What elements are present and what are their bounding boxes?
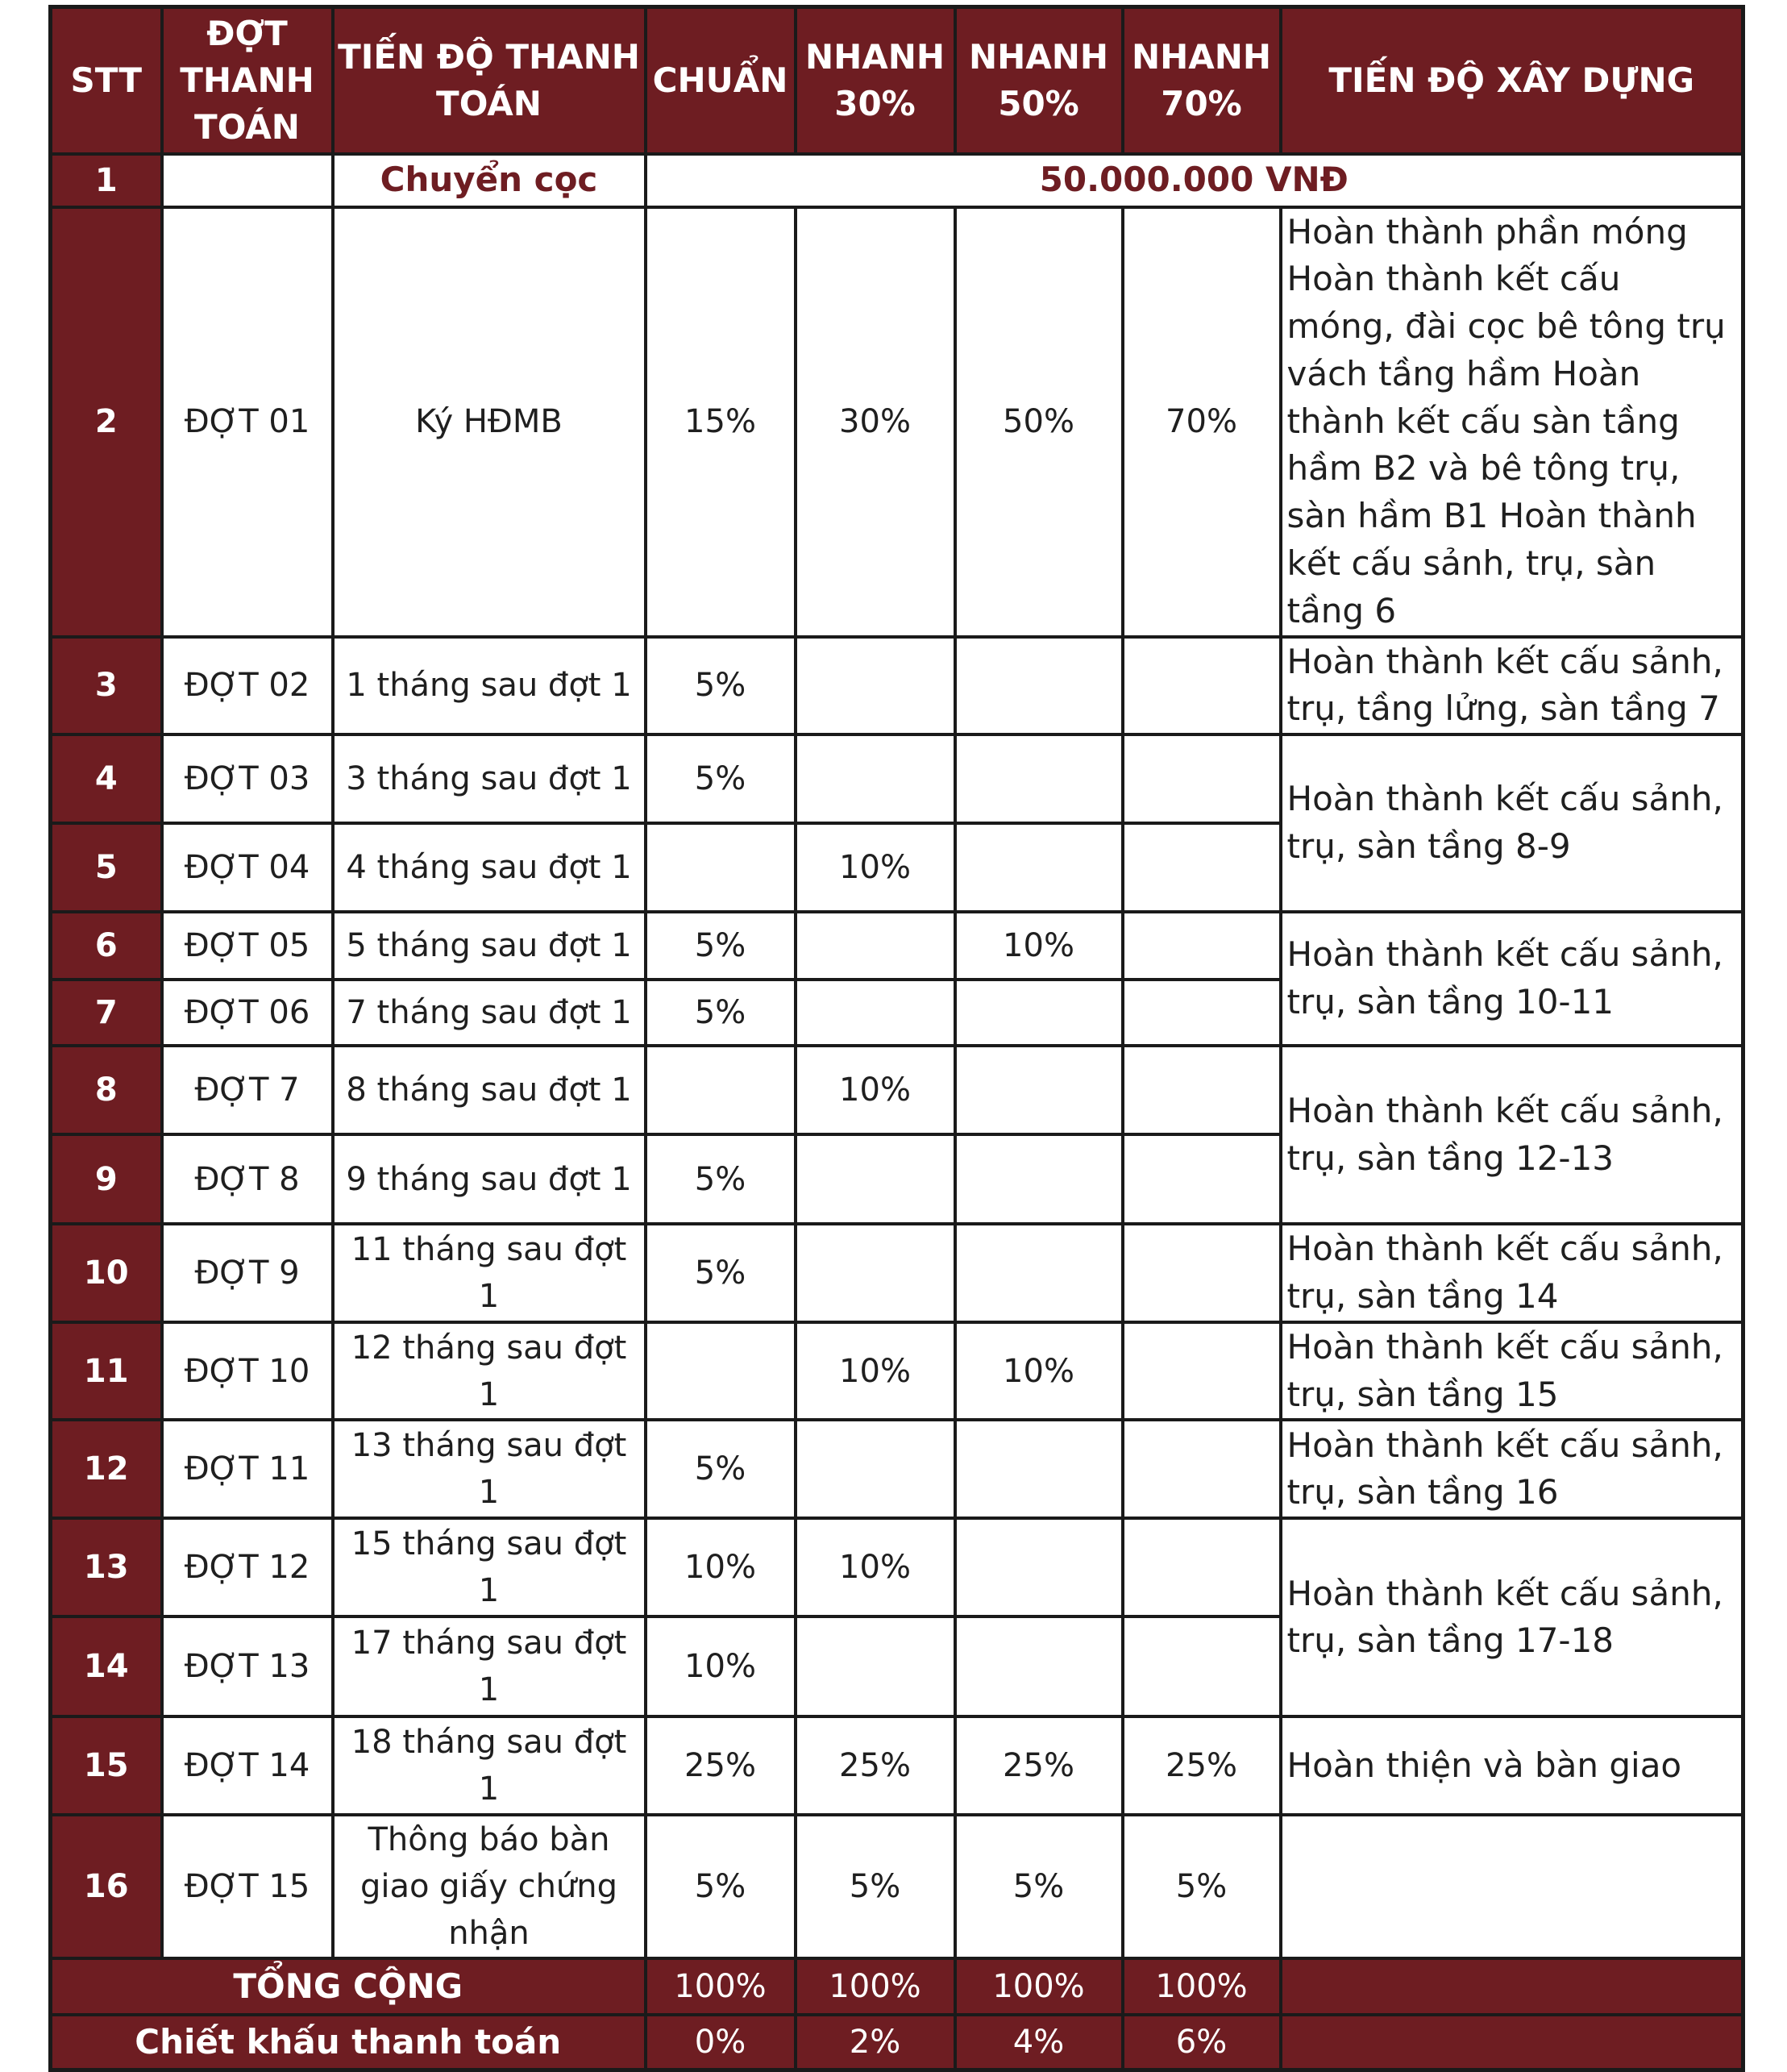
header-stt: STT: [51, 7, 162, 154]
construction-progress-cell: Hoàn thành phần móng Hoàn thành kết cấu móng, đài cọc bê tông trụ vách tầng hầm Hoàn thành kết cấu sàn tầng hầm B2 và bê tông trụ, sàn hầm B1 Hoàn thành kết cấu sảnh, trụ, sàn tầng 6: [1281, 207, 1743, 637]
stt-cell: 4: [51, 734, 162, 823]
fast-70-cell: [1123, 1322, 1281, 1421]
payment-round-cell: ĐỢT 03: [162, 734, 333, 823]
deposit-amount: 50.000.000 VNĐ: [646, 154, 1743, 207]
table-row: [51, 1420, 1743, 1518]
fast-30-cell: 25%: [796, 1716, 955, 1815]
payment-round-cell: ĐỢT 10: [162, 1322, 333, 1421]
stt-cell: 15: [51, 1716, 162, 1815]
fast-30-cell: 10%: [796, 1046, 955, 1134]
standard-cell: 5%: [646, 980, 796, 1046]
table-row: [51, 207, 1743, 637]
stt-cell: 9: [51, 1134, 162, 1224]
deposit-label: Chuyển cọc: [333, 154, 646, 207]
stt-cell: 2: [51, 207, 162, 637]
payment-schedule-cell: 18 tháng sau đợt 1: [333, 1716, 646, 1815]
fast-30-cell: 10%: [796, 823, 955, 912]
payment-round-cell: ĐỢT 9: [162, 1224, 333, 1322]
fast-50-cell: [955, 823, 1123, 912]
stt-cell: 12: [51, 1420, 162, 1518]
fast-30-cell: [796, 1224, 955, 1322]
payment-schedule-cell: 9 tháng sau đợt 1: [333, 1134, 646, 1224]
fast-70-cell: [1123, 637, 1281, 735]
construction-progress-cell: Hoàn thành kết cấu sảnh, trụ, tầng lửng, sàn tầng 7: [1281, 637, 1743, 735]
fast-70-cell: [1123, 1518, 1281, 1616]
fast-70-cell: 70%: [1123, 207, 1281, 637]
discount-fast-50: 4%: [955, 2015, 1123, 2070]
header-fast-30: NHANH 30%: [796, 7, 955, 154]
payment-round-cell: ĐỢT 06: [162, 980, 333, 1046]
discount-row: [51, 2015, 1743, 2070]
payment-round-cell: ĐỢT 7: [162, 1046, 333, 1134]
stt-cell: 1: [51, 154, 162, 207]
totals-label: TỔNG CỘNG: [51, 1958, 646, 2015]
payment-schedule-cell: Thông báo bàn giao giấy chứng nhận: [333, 1815, 646, 1958]
fast-30-cell: [796, 1420, 955, 1518]
fast-50-cell: [955, 1518, 1123, 1616]
header-fast-50: NHANH 50%: [955, 7, 1123, 154]
header-row: [51, 7, 1743, 154]
payment-round-cell: ĐỢT 12: [162, 1518, 333, 1616]
fast-30-cell: [796, 734, 955, 823]
stt-cell: 8: [51, 1046, 162, 1134]
fast-70-cell: [1123, 1616, 1281, 1716]
standard-cell: 10%: [646, 1616, 796, 1716]
deposit-row: [51, 154, 1743, 207]
standard-cell: 5%: [646, 1420, 796, 1518]
standard-cell: 5%: [646, 1224, 796, 1322]
fast-70-cell: [1123, 823, 1281, 912]
fast-50-cell: [955, 1224, 1123, 1322]
payment-schedule-cell: 1 tháng sau đợt 1: [333, 637, 646, 735]
table-row: [51, 1815, 1743, 1958]
fast-30-cell: 30%: [796, 207, 955, 637]
payment-round-cell: ĐỢT 13: [162, 1616, 333, 1716]
fast-70-cell: 5%: [1123, 1815, 1281, 1958]
payment-schedule-cell: 11 tháng sau đợt 1: [333, 1224, 646, 1322]
discount-empty-cell: [1281, 2015, 1743, 2070]
payment-schedule-cell: 5 tháng sau đợt 1: [333, 912, 646, 980]
table-row: [51, 1518, 1743, 1616]
fast-30-cell: [796, 637, 955, 735]
fast-50-cell: 25%: [955, 1716, 1123, 1815]
stt-cell: 11: [51, 1322, 162, 1421]
fast-50-cell: [955, 1046, 1123, 1134]
fast-50-cell: 50%: [955, 207, 1123, 637]
standard-cell: [646, 1046, 796, 1134]
construction-progress-cell: Hoàn thiện và bàn giao: [1281, 1716, 1743, 1815]
construction-progress-cell: Hoàn thành kết cấu sảnh, trụ, sàn tầng 16: [1281, 1420, 1743, 1518]
construction-progress-cell: Hoàn thành kết cấu sảnh, trụ, sàn tầng 15: [1281, 1322, 1743, 1421]
fast-70-cell: [1123, 980, 1281, 1046]
payment-schedule-cell: 3 tháng sau đợt 1: [333, 734, 646, 823]
discount-label: Chiết khấu thanh toán: [51, 2015, 646, 2070]
fast-50-cell: [955, 1616, 1123, 1716]
fast-30-cell: [796, 980, 955, 1046]
payment-schedule-cell: Ký HĐMB: [333, 207, 646, 637]
payment-round-cell: ĐỢT 02: [162, 637, 333, 735]
standard-cell: 15%: [646, 207, 796, 637]
discount-fast-30: 2%: [796, 2015, 955, 2070]
fast-30-cell: [796, 1134, 955, 1224]
table-row: [51, 1224, 1743, 1322]
construction-progress-cell: Hoàn thành kết cấu sảnh, trụ, sàn tầng 14: [1281, 1224, 1743, 1322]
totals-empty-cell: [1281, 1958, 1743, 2015]
payment-round-cell: ĐỢT 01: [162, 207, 333, 637]
payment-schedule-cell: 17 tháng sau đợt 1: [333, 1616, 646, 1716]
standard-cell: 5%: [646, 912, 796, 980]
standard-cell: [646, 1322, 796, 1421]
fast-50-cell: [955, 734, 1123, 823]
fast-70-cell: [1123, 734, 1281, 823]
fast-70-cell: [1123, 1046, 1281, 1134]
table-row: [51, 1716, 1743, 1815]
stt-cell: 7: [51, 980, 162, 1046]
stt-cell: 3: [51, 637, 162, 735]
table-row: [51, 637, 1743, 735]
fast-50-cell: [955, 1420, 1123, 1518]
payment-round-cell: ĐỢT 14: [162, 1716, 333, 1815]
stt-cell: 16: [51, 1815, 162, 1958]
payment-schedule-cell: 13 tháng sau đợt 1: [333, 1420, 646, 1518]
header-construction-progress: TIẾN ĐỘ XÂY DỰNG: [1281, 7, 1743, 154]
table-row: [51, 1046, 1743, 1134]
standard-cell: 5%: [646, 637, 796, 735]
table-row: [51, 734, 1743, 823]
stt-cell: 14: [51, 1616, 162, 1716]
payment-schedule-table: [48, 5, 1745, 2072]
fast-50-cell: [955, 980, 1123, 1046]
construction-progress-cell: [1281, 1815, 1743, 1958]
construction-progress-cell: Hoàn thành kết cấu sảnh, trụ, sàn tầng 8-9: [1281, 734, 1743, 912]
fast-70-cell: [1123, 1224, 1281, 1322]
fast-50-cell: [955, 1134, 1123, 1224]
fast-70-cell: 25%: [1123, 1716, 1281, 1815]
payment-round-cell: ĐỢT 11: [162, 1420, 333, 1518]
stt-cell: 5: [51, 823, 162, 912]
payment-schedule-cell: 8 tháng sau đợt 1: [333, 1046, 646, 1134]
discount-fast-70: 6%: [1123, 2015, 1281, 2070]
fast-50-cell: 5%: [955, 1815, 1123, 1958]
fast-50-cell: [955, 637, 1123, 735]
standard-cell: 10%: [646, 1518, 796, 1616]
payment-round-cell: ĐỢT 15: [162, 1815, 333, 1958]
payment-schedule-cell: 7 tháng sau đợt 1: [333, 980, 646, 1046]
standard-cell: 5%: [646, 1134, 796, 1224]
payment-round-cell: ĐỢT 8: [162, 1134, 333, 1224]
payment-schedule-cell: 15 tháng sau đợt 1: [333, 1518, 646, 1616]
discount-standard: 0%: [646, 2015, 796, 2070]
totals-row: [51, 1958, 1743, 2015]
fast-30-cell: [796, 912, 955, 980]
fast-30-cell: 5%: [796, 1815, 955, 1958]
construction-progress-cell: Hoàn thành kết cấu sảnh, trụ, sàn tầng 12-13: [1281, 1046, 1743, 1224]
fast-70-cell: [1123, 1420, 1281, 1518]
header-fast-70: NHANH 70%: [1123, 7, 1281, 154]
payment-round-cell: [162, 154, 333, 207]
fast-30-cell: 10%: [796, 1518, 955, 1616]
fast-30-cell: 10%: [796, 1322, 955, 1421]
header-payment-schedule: TIẾN ĐỘ THANH TOÁN: [333, 7, 646, 154]
totals-fast-30: 100%: [796, 1958, 955, 2015]
fast-50-cell: 10%: [955, 1322, 1123, 1421]
payment-round-cell: ĐỢT 05: [162, 912, 333, 980]
stt-cell: 10: [51, 1224, 162, 1322]
payment-schedule-cell: 4 tháng sau đợt 1: [333, 823, 646, 912]
payment-schedule-cell: 12 tháng sau đợt 1: [333, 1322, 646, 1421]
header-standard: CHUẨN: [646, 7, 796, 154]
standard-cell: 25%: [646, 1716, 796, 1815]
totals-fast-50: 100%: [955, 1958, 1123, 2015]
table-row: [51, 912, 1743, 980]
stt-cell: 6: [51, 912, 162, 980]
construction-progress-cell: Hoàn thành kết cấu sảnh, trụ, sàn tầng 17-18: [1281, 1518, 1743, 1716]
totals-standard: 100%: [646, 1958, 796, 2015]
fast-70-cell: [1123, 912, 1281, 980]
standard-cell: [646, 823, 796, 912]
construction-progress-cell: Hoàn thành kết cấu sảnh, trụ, sàn tầng 10-11: [1281, 912, 1743, 1046]
payment-round-cell: ĐỢT 04: [162, 823, 333, 912]
table-row: [51, 1322, 1743, 1421]
fast-50-cell: 10%: [955, 912, 1123, 980]
standard-cell: 5%: [646, 1815, 796, 1958]
totals-fast-70: 100%: [1123, 1958, 1281, 2015]
fast-30-cell: [796, 1616, 955, 1716]
fast-70-cell: [1123, 1134, 1281, 1224]
stt-cell: 13: [51, 1518, 162, 1616]
header-payment-round: ĐỢT THANH TOÁN: [162, 7, 333, 154]
standard-cell: 5%: [646, 734, 796, 823]
